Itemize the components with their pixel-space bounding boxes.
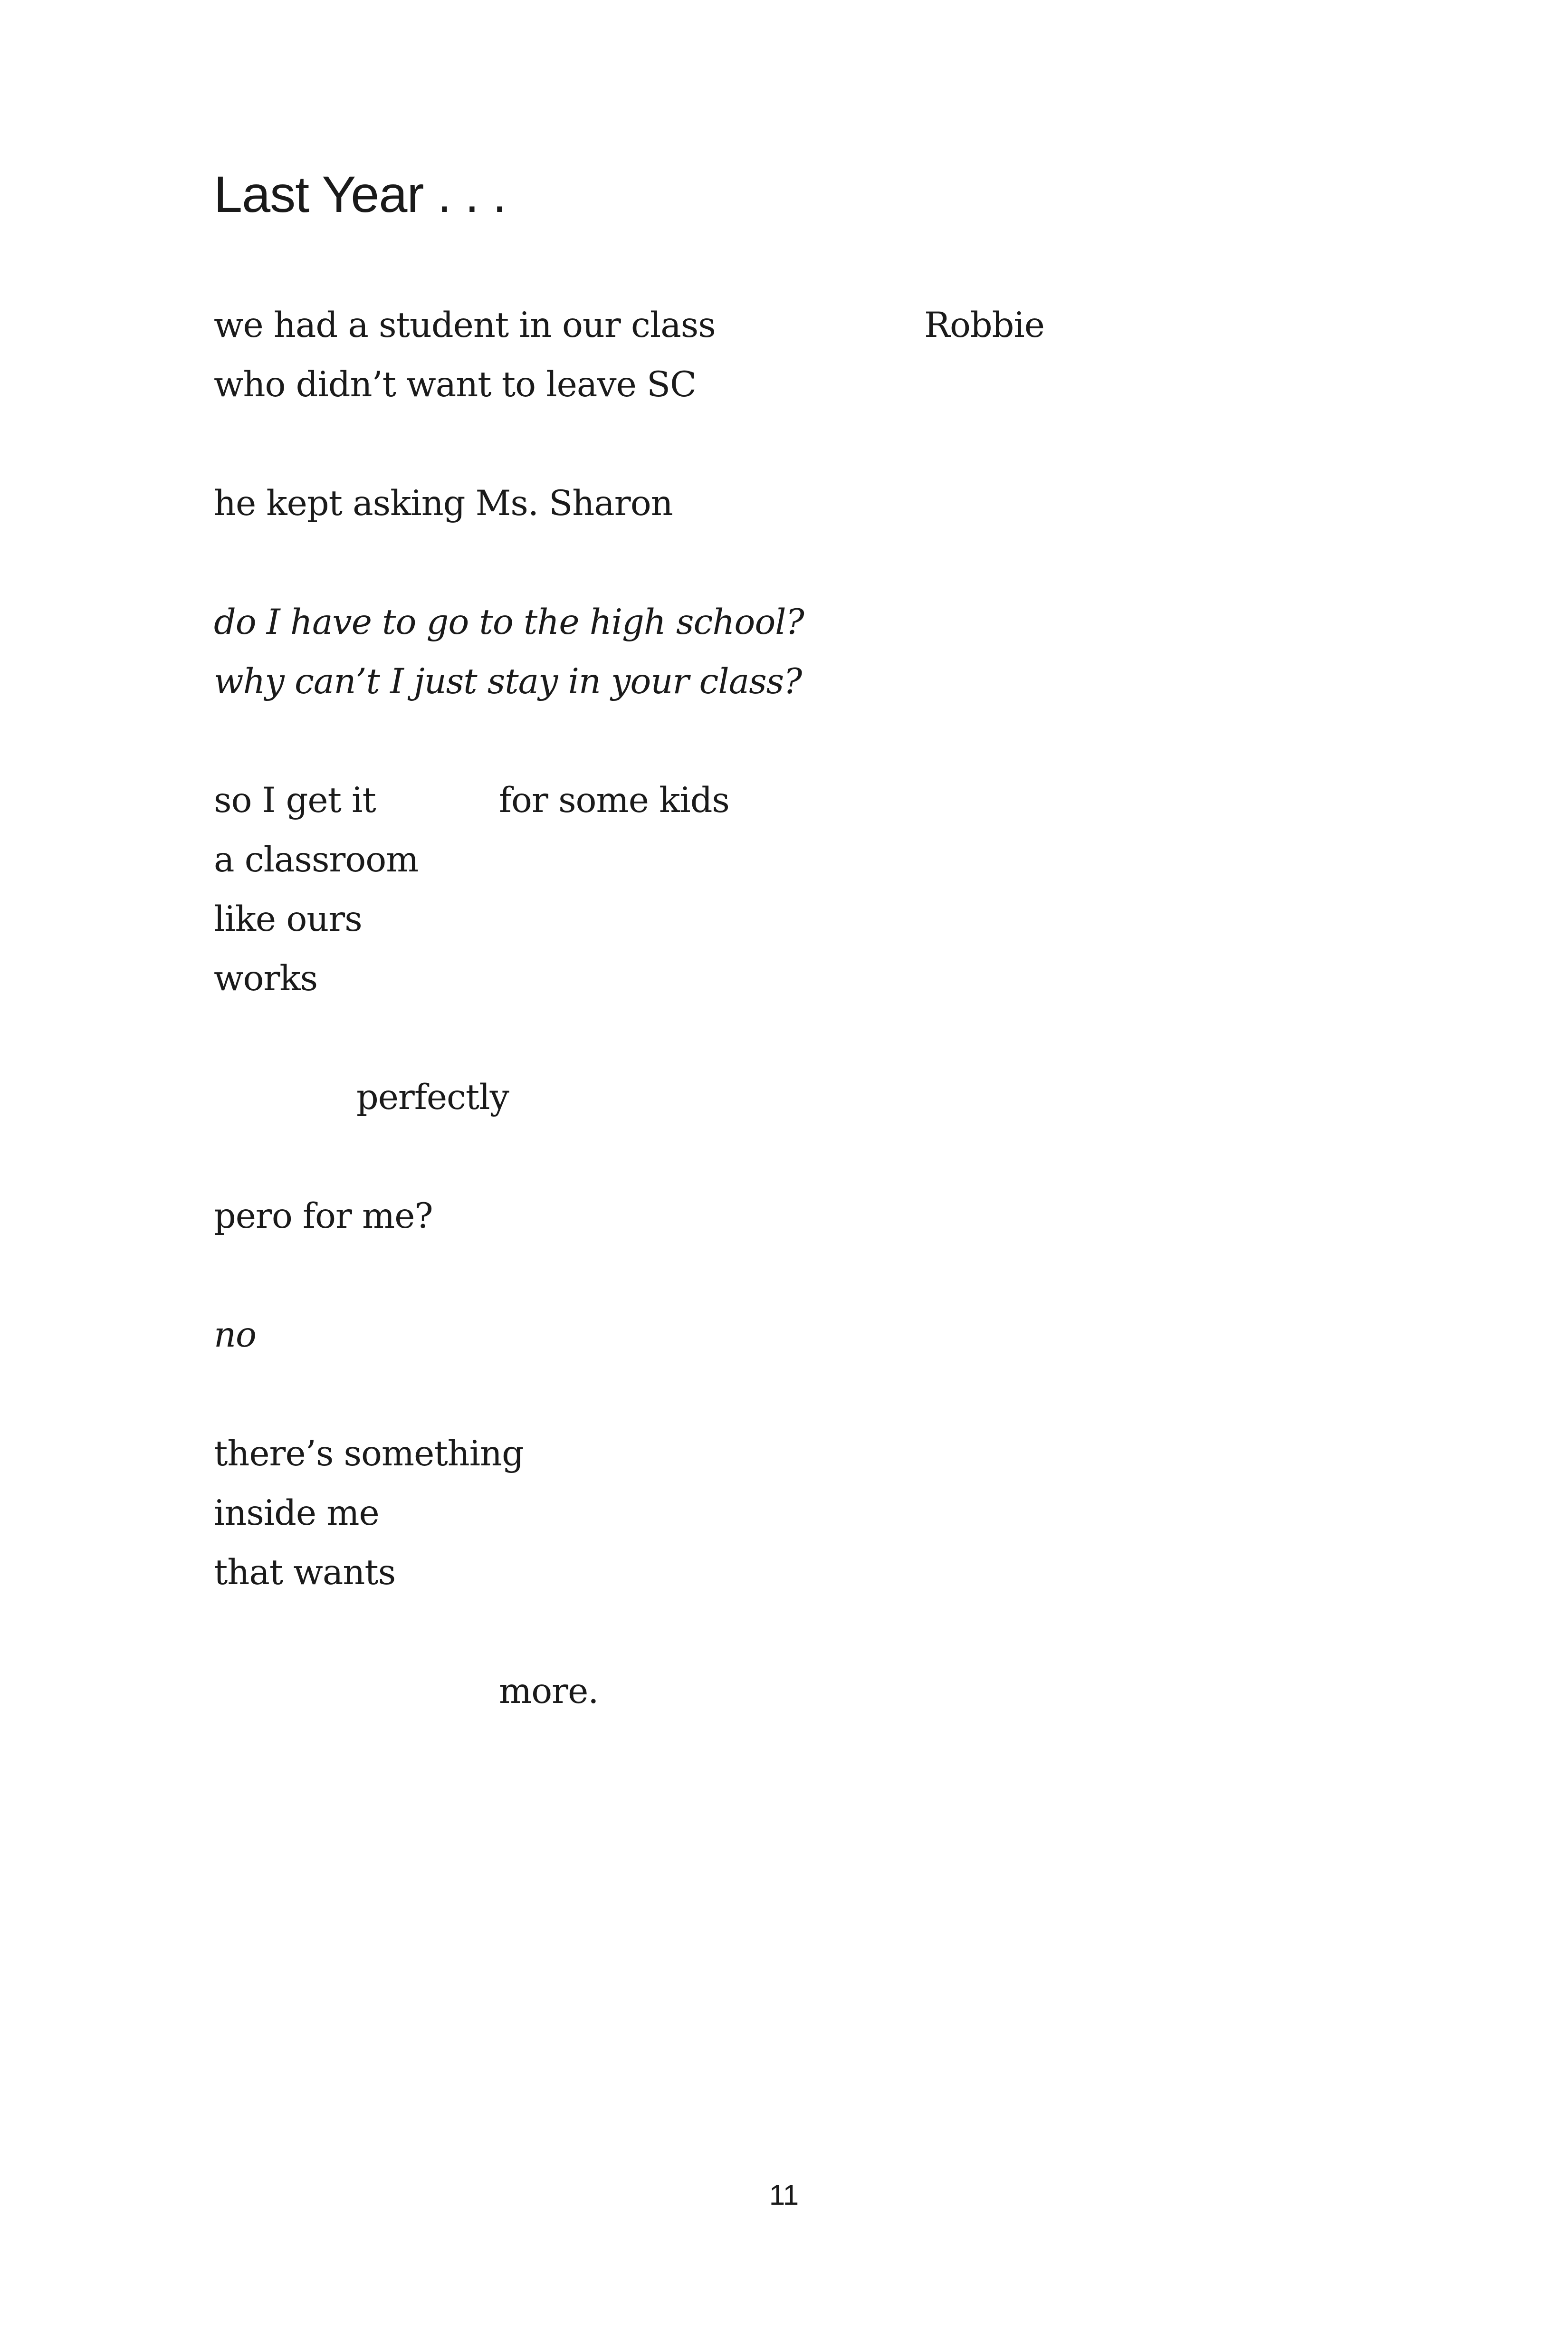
poem-line: for some kids: [499, 780, 729, 821]
poem-line: we had a student in our class: [214, 305, 716, 345]
poem-line-name: Robbie: [924, 305, 1044, 345]
poem-line: there’s something: [214, 1434, 524, 1474]
poem-line: more.: [499, 1671, 599, 1711]
page-number: 11: [769, 2179, 799, 2211]
poem-line: a classroom: [214, 840, 419, 880]
poem-line: like ours: [214, 899, 362, 939]
poem-line-italic: no: [214, 1315, 256, 1355]
poem-title: Last Year . . .: [214, 165, 507, 223]
poem-line: pero for me?: [214, 1196, 433, 1236]
poem-line: he kept asking Ms. Sharon: [214, 483, 673, 524]
poem-line: that wants: [214, 1552, 396, 1593]
poem-line: so I get it: [214, 780, 376, 821]
poem-line: works: [214, 958, 318, 999]
poem-line-italic: why can’t I just stay in your class?: [214, 661, 802, 702]
poem-line: who didn’t want to leave SC: [214, 364, 696, 405]
poem-line-italic: do I have to go to the high school?: [214, 602, 804, 642]
poem-line: inside me: [214, 1493, 379, 1533]
poem-line: perfectly: [356, 1077, 509, 1118]
